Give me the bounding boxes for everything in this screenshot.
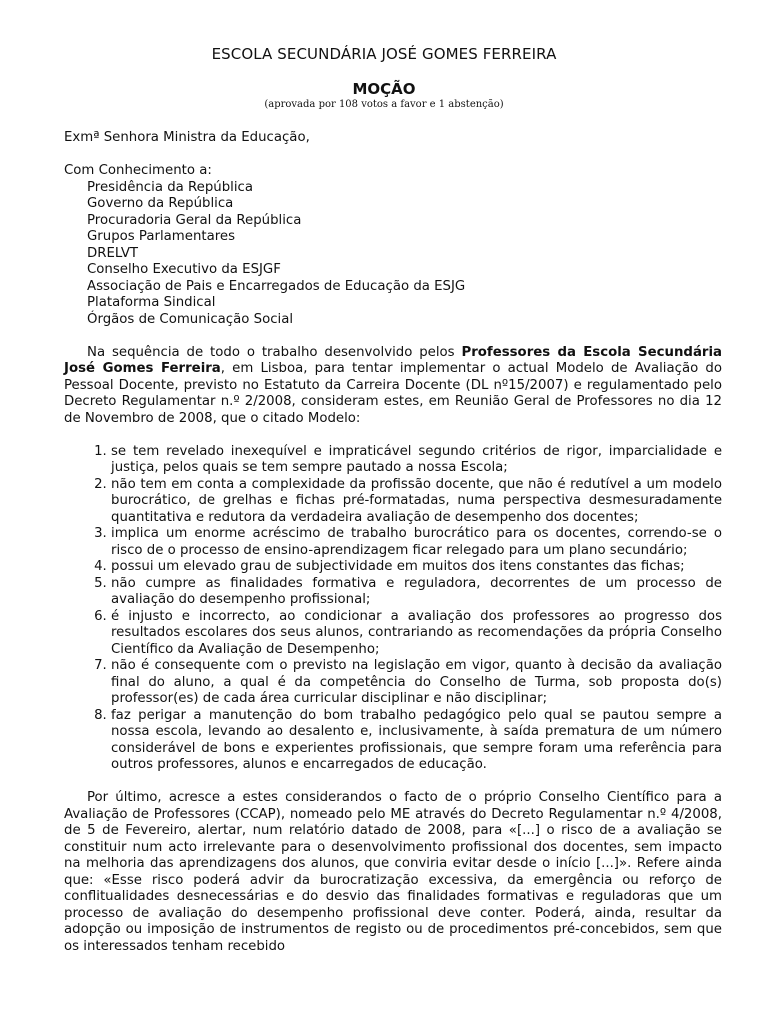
list-item: 2. não tem em conta a complexidade da profissão docente, que não é redutível a um modelo burocrático, de grelhas e fichas pré-formatadas, numa perspectiva desmesuradamente quantitativa e redutora da verdadeira avaliação de desempenho dos docentes;	[111, 477, 722, 527]
intro-text-start: Na sequência de todo o trabalho desenvolvido pelos	[87, 344, 462, 360]
cc-item: Grupos Parlamentares	[87, 229, 236, 244]
list-item: 8. faz perigar a manutenção do bom trabalho pedagógico pelo qual se pautou sempre a nossa escola, levando ao desalento e, inclusivamente, à saída prematura de um número considerável de bons e experientes profissionais, que sempre foram uma referência para outros professores, alunos e encarregados de educação.	[111, 708, 722, 774]
list-item: 6. é injusto e incorrecto, ao condicionar a avaliação dos professores ao progresso dos resultados escolares dos seus alunos, contrariando as recomendações da própria Conselho Científico da Avaliação de Desempenho;	[111, 609, 722, 659]
intro-text-bold: Professores da Escola Secundária José Gomes Ferreira	[64, 344, 723, 376]
cc-item: Órgãos de Comunicação Social	[87, 311, 294, 327]
document-subtitle: (aprovada por 108 votos a favor e 1 abstenção)	[264, 99, 504, 110]
cc-list	[64, 180, 722, 329]
intro-text-end: , em Lisboa, para tentar implementar o actual Modelo de Avaliação do Pessoal Docente, previsto no Estatuto da Carreira Docente (DL nº15/2007) e regulamentado pelo Decreto Regulamentar n.º 2/2008, consideram estes, em Reunião Geral de Professores no dia 12 de Novembro de 2008, que o citado Modelo:	[64, 361, 722, 426]
document-title: MOÇÃO	[352, 80, 416, 98]
school-name: ESCOLA SECUNDÁRIA JOSÉ GOMES FERREIRA	[211, 45, 557, 63]
closing-paragraph: Por último, acresce a estes considerandos o facto de o próprio Conselho Científico para a Avaliação de Professores (CCAP), nomeado pelo ME através do Decreto Regulamentar n.º 4/2008, de 5 de Fevereiro, alertar, num relatório datado de 2008, para «[...] o risco de a avaliação se constituir num acto irrelevante para o desenvolvimento profissional dos docentes, sem impacto na melhoria das aprendizagens dos alunos, que conviria evitar desde o início [...]». Refere ainda que: «Esse risco poderá advir da burocratização excessiva, da emergência ou reforço de conflitualidades desnecessárias e do desvio das finalidades formativas e reguladoras que um processo de avaliação do desempenho profissional deve conter. Poderá, ainda, resultar da adopção ou imposição de instrumentos de registo ou de procedimentos pré-concebidos, sem que os interessados tenham recebido	[64, 790, 722, 954]
cc-item: Associação de Pais e Encarregados de Educação da ESJG	[87, 278, 466, 294]
cc-item: Procuradoria Geral da República	[87, 212, 302, 228]
list-item: 3. implica um enorme acréscimo de trabalho burocrático para os docentes, correndo-se o risco de o processo de ensino-aprendizagem ficar relegado para um plano secundário;	[111, 526, 722, 559]
cc-item: DRELVT	[87, 245, 139, 261]
intro-paragraph	[64, 345, 722, 428]
salutation: Exmª Senhora Ministra da Educação,	[64, 130, 310, 145]
cc-label: Com Conhecimento a:	[64, 163, 212, 178]
list-item: 5. não cumpre as finalidades formativa e reguladora, decorrentes de um processo de avaliação do desempenho profissional;	[111, 576, 722, 609]
list-item: 7. não é consequente com o previsto na legislação em vigor, quanto à decisão da avaliação final do aluno, a qual é da competência do Conselho de Turma, sob proposta do(s) professor(es) de cada área curricular disciplinar e não disciplinar;	[111, 658, 722, 708]
cc-item: Governo da República	[87, 196, 234, 211]
cc-item: Plataforma Sindical	[87, 295, 216, 310]
list-item: 1. se tem revelado inexequível e impraticável segundo critérios de rigor, imparcialidade e justiça, pelos quais se tem sempre pautado a nossa Escola;	[111, 444, 722, 477]
cc-item: Conselho Executivo da ESJGF	[87, 262, 281, 277]
cc-item: Presidência da República	[87, 179, 253, 195]
list-item: 4. possui um elevado grau de subjectividade em muitos dos itens constantes das fichas;	[111, 559, 722, 576]
document-body	[64, 130, 722, 972]
points-list	[64, 444, 722, 774]
